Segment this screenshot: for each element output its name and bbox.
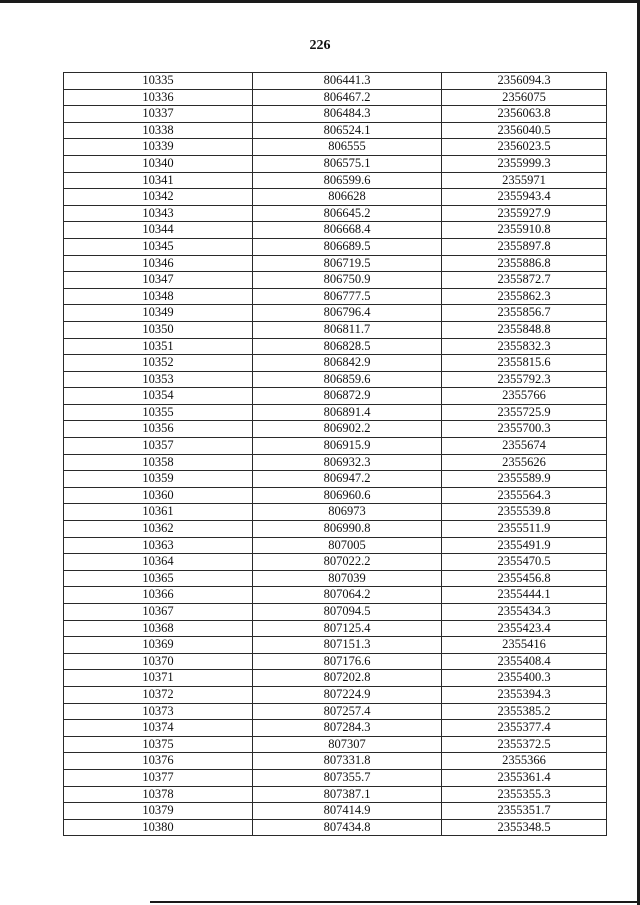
y-coordinate-cell: 2355910.8 xyxy=(442,222,607,239)
y-coordinate-cell: 2355444.1 xyxy=(442,587,607,604)
table-row xyxy=(64,189,607,206)
y-coordinate-cell: 2356075 xyxy=(442,89,607,106)
table-row xyxy=(64,438,607,455)
table-row xyxy=(64,637,607,654)
y-coordinate-cell: 2355385.2 xyxy=(442,703,607,720)
x-coordinate-cell: 806891.4 xyxy=(253,404,442,421)
table-row xyxy=(64,604,607,621)
x-coordinate-cell: 807284.3 xyxy=(253,720,442,737)
table-row xyxy=(64,554,607,571)
point-number-cell: 10339 xyxy=(64,139,253,156)
table-row xyxy=(64,521,607,538)
x-coordinate-cell: 807064.2 xyxy=(253,587,442,604)
table-row xyxy=(64,753,607,770)
table-row xyxy=(64,537,607,554)
x-coordinate-cell: 806467.2 xyxy=(253,89,442,106)
x-coordinate-cell: 806828.5 xyxy=(253,338,442,355)
y-coordinate-cell: 2355366 xyxy=(442,753,607,770)
y-coordinate-cell: 2355491.9 xyxy=(442,537,607,554)
y-coordinate-cell: 2355416 xyxy=(442,637,607,654)
x-coordinate-cell: 807355.7 xyxy=(253,769,442,786)
point-number-cell: 10378 xyxy=(64,786,253,803)
y-coordinate-cell: 2355400.3 xyxy=(442,670,607,687)
y-coordinate-cell: 2355674 xyxy=(442,438,607,455)
table-row xyxy=(64,736,607,753)
table-row xyxy=(64,205,607,222)
y-coordinate-cell: 2355815.6 xyxy=(442,355,607,372)
point-number-cell: 10354 xyxy=(64,388,253,405)
table-row xyxy=(64,338,607,355)
point-number-cell: 10358 xyxy=(64,454,253,471)
point-number-cell: 10360 xyxy=(64,487,253,504)
point-number-cell: 10373 xyxy=(64,703,253,720)
point-number-cell: 10374 xyxy=(64,720,253,737)
table-row xyxy=(64,288,607,305)
table-row xyxy=(64,139,607,156)
point-number-cell: 10346 xyxy=(64,255,253,272)
y-coordinate-cell: 2355361.4 xyxy=(442,769,607,786)
point-number-cell: 10342 xyxy=(64,189,253,206)
y-coordinate-cell: 2356094.3 xyxy=(442,73,607,90)
point-number-cell: 10379 xyxy=(64,803,253,820)
point-number-cell: 10377 xyxy=(64,769,253,786)
table-row xyxy=(64,238,607,255)
y-coordinate-cell: 2356023.5 xyxy=(442,139,607,156)
table-row xyxy=(64,786,607,803)
y-coordinate-cell: 2355927.9 xyxy=(442,205,607,222)
point-number-cell: 10356 xyxy=(64,421,253,438)
x-coordinate-cell: 806645.2 xyxy=(253,205,442,222)
y-coordinate-cell: 2355456.8 xyxy=(442,570,607,587)
y-coordinate-cell: 2355539.8 xyxy=(442,504,607,521)
y-coordinate-cell: 2355564.3 xyxy=(442,487,607,504)
point-number-cell: 10337 xyxy=(64,106,253,123)
y-coordinate-cell: 2355348.5 xyxy=(442,819,607,836)
point-number-cell: 10372 xyxy=(64,686,253,703)
x-coordinate-cell: 806915.9 xyxy=(253,438,442,455)
x-coordinate-cell: 807039 xyxy=(253,570,442,587)
point-number-cell: 10336 xyxy=(64,89,253,106)
point-number-cell: 10370 xyxy=(64,653,253,670)
point-number-cell: 10366 xyxy=(64,587,253,604)
coordinates-table xyxy=(63,72,607,836)
table-row xyxy=(64,769,607,786)
x-coordinate-cell: 806777.5 xyxy=(253,288,442,305)
x-coordinate-cell: 807202.8 xyxy=(253,670,442,687)
y-coordinate-cell: 2355589.9 xyxy=(442,471,607,488)
table-row xyxy=(64,703,607,720)
x-coordinate-cell: 807176.6 xyxy=(253,653,442,670)
x-coordinate-cell: 806902.2 xyxy=(253,421,442,438)
table-row xyxy=(64,172,607,189)
point-number-cell: 10352 xyxy=(64,355,253,372)
point-number-cell: 10365 xyxy=(64,570,253,587)
x-coordinate-cell: 806796.4 xyxy=(253,305,442,322)
y-coordinate-cell: 2355943.4 xyxy=(442,189,607,206)
point-number-cell: 10350 xyxy=(64,321,253,338)
point-number-cell: 10361 xyxy=(64,504,253,521)
point-number-cell: 10371 xyxy=(64,670,253,687)
x-coordinate-cell: 807414.9 xyxy=(253,803,442,820)
table-row xyxy=(64,720,607,737)
x-coordinate-cell: 807151.3 xyxy=(253,637,442,654)
point-number-cell: 10380 xyxy=(64,819,253,836)
y-coordinate-cell: 2356063.8 xyxy=(442,106,607,123)
y-coordinate-cell: 2355394.3 xyxy=(442,686,607,703)
page-edge-bottom xyxy=(150,901,640,903)
point-number-cell: 10357 xyxy=(64,438,253,455)
y-coordinate-cell: 2355377.4 xyxy=(442,720,607,737)
y-coordinate-cell: 2355897.8 xyxy=(442,238,607,255)
table-row xyxy=(64,504,607,521)
table-row xyxy=(64,272,607,289)
y-coordinate-cell: 2355423.4 xyxy=(442,620,607,637)
y-coordinate-cell: 2355700.3 xyxy=(442,421,607,438)
y-coordinate-cell: 2355626 xyxy=(442,454,607,471)
page-edge-top xyxy=(0,0,640,3)
x-coordinate-cell: 806932.3 xyxy=(253,454,442,471)
x-coordinate-cell: 807307 xyxy=(253,736,442,753)
x-coordinate-cell: 806689.5 xyxy=(253,238,442,255)
x-coordinate-cell: 807005 xyxy=(253,537,442,554)
x-coordinate-cell: 806575.1 xyxy=(253,155,442,172)
y-coordinate-cell: 2355792.3 xyxy=(442,371,607,388)
table-row xyxy=(64,487,607,504)
point-number-cell: 10376 xyxy=(64,753,253,770)
table-row xyxy=(64,404,607,421)
point-number-cell: 10348 xyxy=(64,288,253,305)
y-coordinate-cell: 2355999.3 xyxy=(442,155,607,172)
x-coordinate-cell: 807224.9 xyxy=(253,686,442,703)
x-coordinate-cell: 807257.4 xyxy=(253,703,442,720)
y-coordinate-cell: 2355848.8 xyxy=(442,321,607,338)
table-row xyxy=(64,421,607,438)
table-row xyxy=(64,73,607,90)
point-number-cell: 10340 xyxy=(64,155,253,172)
point-number-cell: 10344 xyxy=(64,222,253,239)
x-coordinate-cell: 806842.9 xyxy=(253,355,442,372)
point-number-cell: 10364 xyxy=(64,554,253,571)
point-number-cell: 10368 xyxy=(64,620,253,637)
point-number-cell: 10362 xyxy=(64,521,253,538)
x-coordinate-cell: 806599.6 xyxy=(253,172,442,189)
point-number-cell: 10345 xyxy=(64,238,253,255)
y-coordinate-cell: 2355766 xyxy=(442,388,607,405)
table-row xyxy=(64,222,607,239)
y-coordinate-cell: 2355856.7 xyxy=(442,305,607,322)
y-coordinate-cell: 2355372.5 xyxy=(442,736,607,753)
x-coordinate-cell: 806990.8 xyxy=(253,521,442,538)
table-row xyxy=(64,371,607,388)
point-number-cell: 10347 xyxy=(64,272,253,289)
point-number-cell: 10349 xyxy=(64,305,253,322)
y-coordinate-cell: 2355408.4 xyxy=(442,653,607,670)
x-coordinate-cell: 806859.6 xyxy=(253,371,442,388)
x-coordinate-cell: 807434.8 xyxy=(253,819,442,836)
y-coordinate-cell: 2355886.8 xyxy=(442,255,607,272)
y-coordinate-cell: 2355862.3 xyxy=(442,288,607,305)
table-row xyxy=(64,321,607,338)
table-row xyxy=(64,106,607,123)
coordinates-table-body xyxy=(64,73,607,836)
y-coordinate-cell: 2355434.3 xyxy=(442,604,607,621)
y-coordinate-cell: 2355872.7 xyxy=(442,272,607,289)
x-coordinate-cell: 806960.6 xyxy=(253,487,442,504)
table-row xyxy=(64,355,607,372)
y-coordinate-cell: 2355725.9 xyxy=(442,404,607,421)
table-row xyxy=(64,89,607,106)
x-coordinate-cell: 806811.7 xyxy=(253,321,442,338)
point-number-cell: 10359 xyxy=(64,471,253,488)
x-coordinate-cell: 807022.2 xyxy=(253,554,442,571)
y-coordinate-cell: 2355351.7 xyxy=(442,803,607,820)
point-number-cell: 10355 xyxy=(64,404,253,421)
table-row xyxy=(64,305,607,322)
table-row xyxy=(64,653,607,670)
x-coordinate-cell: 806719.5 xyxy=(253,255,442,272)
x-coordinate-cell: 806973 xyxy=(253,504,442,521)
y-coordinate-cell: 2355355.3 xyxy=(442,786,607,803)
y-coordinate-cell: 2356040.5 xyxy=(442,122,607,139)
table-row xyxy=(64,454,607,471)
point-number-cell: 10341 xyxy=(64,172,253,189)
x-coordinate-cell: 807387.1 xyxy=(253,786,442,803)
x-coordinate-cell: 806628 xyxy=(253,189,442,206)
x-coordinate-cell: 806441.3 xyxy=(253,73,442,90)
point-number-cell: 10351 xyxy=(64,338,253,355)
x-coordinate-cell: 806555 xyxy=(253,139,442,156)
y-coordinate-cell: 2355511.9 xyxy=(442,521,607,538)
page-number: 226 xyxy=(309,38,331,53)
x-coordinate-cell: 807331.8 xyxy=(253,753,442,770)
point-number-cell: 10363 xyxy=(64,537,253,554)
x-coordinate-cell: 806750.9 xyxy=(253,272,442,289)
point-number-cell: 10335 xyxy=(64,73,253,90)
table-row xyxy=(64,388,607,405)
table-row xyxy=(64,670,607,687)
point-number-cell: 10343 xyxy=(64,205,253,222)
x-coordinate-cell: 806524.1 xyxy=(253,122,442,139)
x-coordinate-cell: 806872.9 xyxy=(253,388,442,405)
table-row xyxy=(64,620,607,637)
point-number-cell: 10369 xyxy=(64,637,253,654)
y-coordinate-cell: 2355470.5 xyxy=(442,554,607,571)
x-coordinate-cell: 806484.3 xyxy=(253,106,442,123)
table-row xyxy=(64,587,607,604)
x-coordinate-cell: 807094.5 xyxy=(253,604,442,621)
table-row xyxy=(64,155,607,172)
y-coordinate-cell: 2355832.3 xyxy=(442,338,607,355)
table-row xyxy=(64,803,607,820)
x-coordinate-cell: 806668.4 xyxy=(253,222,442,239)
table-row xyxy=(64,819,607,836)
table-row xyxy=(64,686,607,703)
point-number-cell: 10353 xyxy=(64,371,253,388)
table-row xyxy=(64,122,607,139)
table-row xyxy=(64,570,607,587)
table-row xyxy=(64,471,607,488)
x-coordinate-cell: 807125.4 xyxy=(253,620,442,637)
point-number-cell: 10375 xyxy=(64,736,253,753)
point-number-cell: 10367 xyxy=(64,604,253,621)
point-number-cell: 10338 xyxy=(64,122,253,139)
x-coordinate-cell: 806947.2 xyxy=(253,471,442,488)
table-row xyxy=(64,255,607,272)
y-coordinate-cell: 2355971 xyxy=(442,172,607,189)
